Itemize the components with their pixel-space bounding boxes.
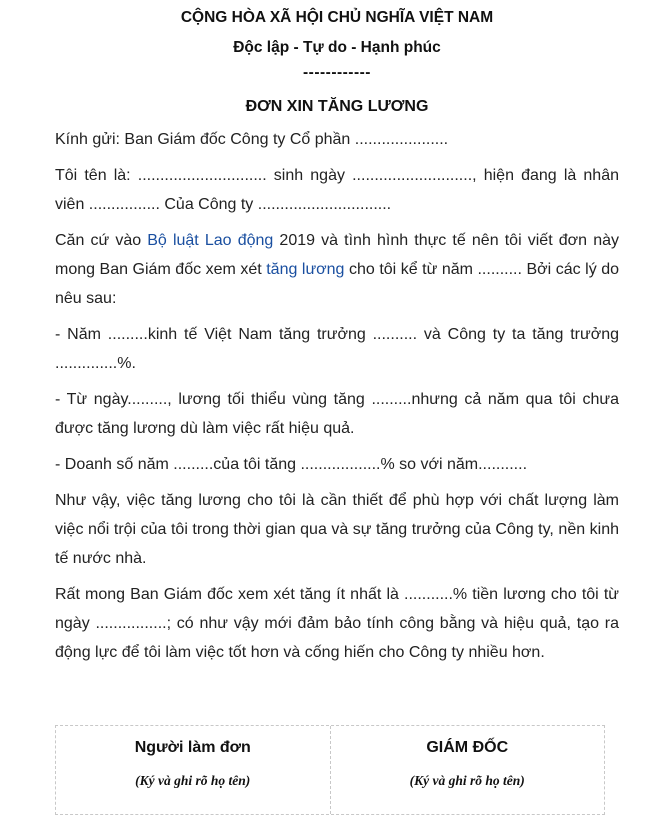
signature-table xyxy=(55,725,605,815)
conclusion-paragraph: Như vậy, việc tăng lương cho tôi là cần thiết để phù hợp với chất lượng làm việc nổi trội của tôi trong thời gian qua và sự tăng trưởng của Công ty, nền kinh tế nước nhà. xyxy=(55,492,619,567)
reason-2: - Từ ngày........., lương tối thiểu vùng tăng .........nhưng cả năm qua tôi chưa được tăng lương dù làm việc rất hiệu quả. xyxy=(55,391,619,437)
request-paragraph: Rất mong Ban Giám đốc xem xét tăng ít nhất là ...........% tiền lương cho tôi từ ngày ................; có như vậy mới đảm bảo tính công bằng và hiệu quả, tạo ra động lực để tôi làm việc tốt hơn và cống hiến cho Công ty nhiều hơn. xyxy=(55,586,619,661)
intro-paragraph: Tôi tên là: ............................. sinh ngày ..........................., hiện đang là nhân viên ................ Của Công ty .............................. xyxy=(55,167,619,213)
applicant-sign-note: (Ký và ghi rõ họ tên) xyxy=(135,773,251,788)
salary-increase-link[interactable]: tăng lương xyxy=(266,261,345,278)
basis-text-start: Căn cứ vào xyxy=(55,232,148,249)
reason-3: - Doanh số năm .........của tôi tăng ..................% so với năm........... xyxy=(55,456,528,473)
nation-heading: CỘNG HÒA XÃ HỘI CHỦ NGHĨA VIỆT NAM xyxy=(180,9,494,26)
director-sign-note: (Ký và ghi rõ họ tên) xyxy=(409,773,525,788)
basis-text-middle: 2019 và tình hình thực tế nên tôi viết đơn này mong Ban Giám đốc xem xét xyxy=(55,232,619,278)
recipient-line: Kính gửi: Ban Giám đốc Công ty Cổ phần ..................... xyxy=(55,131,449,148)
motto-heading: Độc lập - Tự do - Hạnh phúc xyxy=(233,39,441,56)
document-page xyxy=(0,8,660,827)
heading-divider: ------------ xyxy=(303,64,371,81)
applicant-title: Người làm đơn xyxy=(134,739,251,756)
applicant-signature-cell xyxy=(56,726,330,814)
labor-code-link[interactable]: Bộ luật Lao động xyxy=(147,232,274,249)
basis-paragraph xyxy=(55,226,619,313)
director-signature-cell xyxy=(330,726,605,814)
reason-1: - Năm .........kinh tế Việt Nam tăng trưởng .......... và Công ty ta tăng trưởng ..............%. xyxy=(55,326,619,372)
director-title: GIÁM ĐỐC xyxy=(426,739,509,756)
basis-text-end: cho tôi kể từ năm .......... Bởi các lý do nêu sau: xyxy=(55,261,620,307)
document-title: ĐƠN XIN TĂNG LƯƠNG xyxy=(245,98,429,115)
